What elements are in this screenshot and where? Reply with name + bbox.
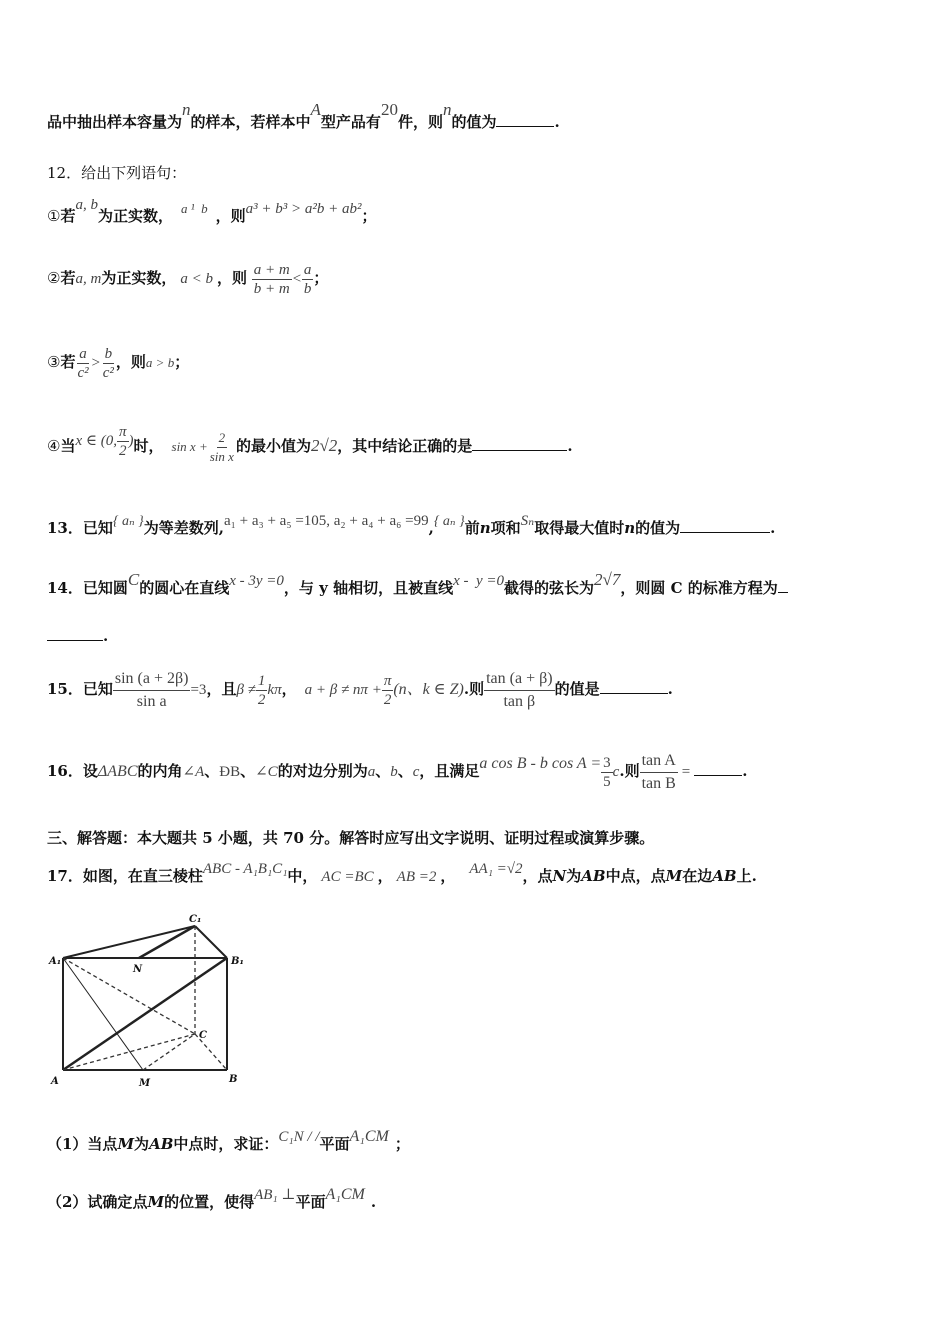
numerator: a [79, 345, 87, 362]
text: 为正实数， [97, 207, 173, 225]
text: ， [377, 867, 393, 885]
text: 17．如图，在直三棱柱 [47, 867, 203, 885]
text: 中， [287, 867, 318, 885]
text: 前 [464, 519, 480, 537]
text: ； [174, 353, 190, 371]
math: 2√2 [310, 436, 338, 455]
math: a³ + b³ > a²b + ab² [245, 201, 362, 217]
text: ，则 [215, 207, 246, 225]
circle-number: ② [47, 269, 61, 287]
answer-blank[interactable] [472, 436, 567, 451]
denominator: b + m [253, 280, 290, 297]
denominator: b [303, 280, 312, 297]
text: 中点，点 [605, 867, 666, 885]
q13 [47, 513, 776, 540]
math: A₁CM [325, 1186, 365, 1203]
math: ΔABC [97, 763, 138, 780]
label-b1: B₁ [231, 956, 244, 967]
text: ； [361, 207, 377, 225]
denominator: tan B [641, 774, 676, 792]
math: a cos B - b cos A = [479, 755, 602, 772]
text: 截得的弦长为 [504, 579, 595, 597]
text: ， [440, 867, 456, 885]
text: . [554, 113, 560, 131]
denominator: 2 [257, 691, 266, 708]
text: 的最小值为 [235, 437, 311, 455]
text: , [428, 519, 434, 537]
label-m: M [139, 1078, 151, 1089]
text: ，其中结论正确的是 [337, 437, 473, 455]
fraction [256, 672, 268, 709]
circle-number: ③ [47, 353, 61, 371]
var-n: n [182, 100, 191, 119]
text: . [567, 437, 573, 455]
segment-ab: AB [712, 867, 737, 885]
text: 、 [204, 762, 220, 780]
denominator: 2 [383, 691, 392, 708]
text: 为 [566, 867, 582, 885]
text: ，且 [206, 680, 237, 698]
q14-continuation [47, 626, 108, 646]
numerator: 1 [257, 672, 266, 689]
answer-blank[interactable] [600, 679, 668, 694]
math: a, m [75, 271, 102, 287]
text: 的值为 [635, 519, 681, 537]
q12-statement-1 [47, 197, 377, 227]
math: C₁N / / [278, 1129, 320, 1145]
q17-part-1 [47, 1128, 410, 1155]
denominator: tan β [503, 692, 536, 710]
text: 13．已知 [47, 519, 113, 537]
text: 中点时，求证： [173, 1135, 279, 1153]
label-c: C [199, 1030, 207, 1041]
math: { aₙ } [112, 514, 144, 529]
text: . [770, 519, 776, 537]
label-a1: A₁ [49, 956, 62, 967]
text: ； [394, 1135, 410, 1153]
fraction [601, 754, 613, 791]
denominator: 5 [603, 773, 611, 790]
math: AB₁ ⊥ [254, 1187, 296, 1203]
answer-blank[interactable] [47, 626, 103, 641]
value-20: 20 [380, 100, 398, 119]
math: = [681, 764, 691, 780]
point-m: M [147, 1193, 165, 1211]
math: x - 3y =0 [229, 573, 284, 589]
fraction [252, 261, 292, 298]
intro-line [47, 100, 560, 132]
text: 的位置，使得 [164, 1193, 255, 1211]
fraction [101, 345, 116, 382]
answer-blank[interactable] [694, 761, 742, 776]
text: 取得最大值时 [534, 519, 625, 537]
text: . [742, 762, 748, 780]
math: { aₙ } [433, 514, 465, 529]
text: .则 [463, 680, 485, 698]
text: 型产品有 [320, 113, 381, 131]
math: a + β ≠ nπ + [304, 682, 382, 698]
text: 15．已知 [47, 680, 113, 698]
text: 的对边分别为 [277, 762, 368, 780]
q17-part-2 [47, 1186, 377, 1213]
q14 [47, 570, 788, 599]
text: 的样本，若样本中 [190, 113, 311, 131]
var-a: A [310, 100, 321, 119]
math: ) [128, 433, 134, 449]
math: c [612, 764, 620, 780]
point-m: M [665, 867, 683, 885]
numerator: π [383, 672, 392, 689]
denominator: c² [77, 364, 89, 381]
denominator: sin x [209, 448, 234, 464]
text: ，则圆 C 的标准方程为 [620, 579, 778, 597]
fraction [640, 750, 678, 795]
text: 的值为 [451, 113, 497, 131]
math: AB =2 [396, 869, 437, 885]
segment-c1n [139, 926, 195, 958]
prism-figure [47, 908, 247, 1090]
text: 项和 [490, 519, 521, 537]
numerator: 2 [217, 429, 228, 448]
label-b: B [229, 1074, 238, 1085]
text: 为正实数， [101, 269, 177, 287]
segment-ab1 [63, 958, 227, 1070]
text: （2）试确定点 [47, 1193, 148, 1211]
text: 的圆心在直线 [139, 579, 230, 597]
math: > [90, 355, 101, 371]
numerator: tan A [640, 750, 678, 773]
text: 若 [60, 207, 76, 225]
text: ，与 y 轴相切，且被直线 [283, 579, 454, 597]
math: 2√7 [594, 570, 621, 589]
math: β ≠ [236, 682, 256, 698]
q17 [47, 861, 757, 887]
math: ABC - A₁B₁C₁ [202, 861, 288, 877]
numerator: tan (a + β) [484, 668, 554, 691]
answer-blank[interactable] [778, 578, 788, 593]
math: sin x + [171, 439, 208, 454]
math: A₁CM [349, 1128, 389, 1145]
numerator: π [118, 423, 127, 440]
text: ， [281, 680, 297, 698]
math: c [412, 764, 420, 780]
edge-a1c1 [63, 926, 195, 958]
text: ，且满足 [419, 762, 480, 780]
math: < [291, 271, 302, 287]
math: a > b [145, 355, 175, 370]
math: (n、k ∈ Z) [393, 681, 464, 698]
edge-c1b1 [195, 926, 227, 958]
numerator: 3 [603, 754, 611, 771]
point-m: M [117, 1135, 135, 1153]
fraction [484, 668, 554, 713]
math: a₁ + a₃ + a₅ =105, a₂ + a₄ + a₆ =99 [223, 513, 429, 529]
math: kπ [267, 682, 282, 698]
text: 、 [240, 762, 256, 780]
text: 的内角 [137, 762, 183, 780]
text: 件，则 [397, 113, 443, 131]
math: ∠C [255, 764, 278, 780]
fraction [302, 261, 314, 298]
segment-ab: AB [149, 1135, 174, 1153]
text: 的值是 [554, 680, 600, 698]
math: a, b [75, 197, 98, 213]
segment-a1c [63, 958, 195, 1034]
text: （1）当点 [47, 1135, 118, 1153]
text: 14．已知圆 [47, 579, 128, 597]
math: a < b [180, 271, 213, 287]
text: . [370, 1193, 377, 1211]
text: .则 [619, 762, 640, 780]
answer-blank[interactable] [496, 112, 554, 127]
math: AC =BC [321, 869, 374, 885]
segment-mc [143, 1034, 195, 1070]
circle-number: ① [47, 207, 61, 225]
var-n: n [624, 519, 636, 537]
text: 在边 [682, 867, 713, 885]
point-n: N [552, 867, 567, 885]
q12-statement-4 [47, 424, 573, 468]
text: 、 [375, 762, 391, 780]
text: ； [313, 269, 329, 287]
math: ∠A [182, 764, 205, 780]
numerator: a + m [253, 261, 290, 278]
numerator: sin (a + 2β) [113, 668, 191, 691]
fraction [382, 672, 394, 709]
math: a ¹ b [180, 201, 208, 216]
fraction [208, 429, 236, 466]
fraction [117, 423, 129, 460]
answer-blank[interactable] [680, 518, 770, 533]
text: 当 [60, 437, 76, 455]
math: x - y =0 [453, 573, 505, 589]
text: ，则 [216, 269, 247, 287]
math: x ∈ (0, [75, 433, 117, 449]
section-heading: 三、解答题：本大题共 5 小题，共 70 分。解答时应写出文字说明、证明过程或演算步骤。 [47, 829, 655, 847]
text: . [103, 627, 109, 645]
segment-ab: AB [581, 867, 606, 885]
fraction [75, 345, 90, 382]
q12-statement-2 [47, 256, 328, 300]
label-a: A [51, 1076, 59, 1087]
q12-header: 12．给出下列语句： [47, 164, 187, 182]
label-n: N [133, 964, 143, 975]
math: AA₁ =√2 [469, 861, 523, 877]
denominator: sin a [136, 692, 167, 710]
var-n: n [479, 519, 491, 537]
text: 时， [133, 437, 164, 455]
fraction [113, 668, 191, 713]
math: b [390, 764, 398, 780]
numerator: b [104, 345, 113, 362]
text: 为等差数列, [143, 519, 224, 537]
text: 品中抽出样本容量为 [47, 113, 183, 131]
edge-ac [63, 1034, 195, 1070]
text: 若 [60, 269, 76, 287]
text: 若 [60, 353, 76, 371]
denominator: 2 [118, 442, 127, 459]
text: 平面 [295, 1193, 326, 1211]
text: 、 [397, 762, 413, 780]
text: 为 [134, 1135, 150, 1153]
q16 [47, 746, 748, 796]
text: 上. [736, 867, 757, 885]
numerator: a [303, 261, 312, 278]
math: Sₙ [520, 513, 535, 529]
text: ，则 [115, 353, 146, 371]
label-c1: C₁ [189, 914, 202, 925]
math: =3 [190, 682, 207, 698]
text: ，点 [522, 867, 553, 885]
text: 平面 [319, 1135, 350, 1153]
text: 16．设 [47, 762, 98, 780]
var-n: n [442, 100, 452, 119]
denominator: c² [102, 364, 114, 381]
circle-number: ④ [47, 437, 61, 455]
math: a [367, 764, 376, 780]
q12-statement-3 [47, 340, 189, 384]
q15 [47, 664, 673, 714]
segment-a1m [63, 958, 143, 1070]
math: C [127, 570, 140, 589]
math: ÐB [219, 764, 241, 780]
text: . [667, 680, 673, 698]
